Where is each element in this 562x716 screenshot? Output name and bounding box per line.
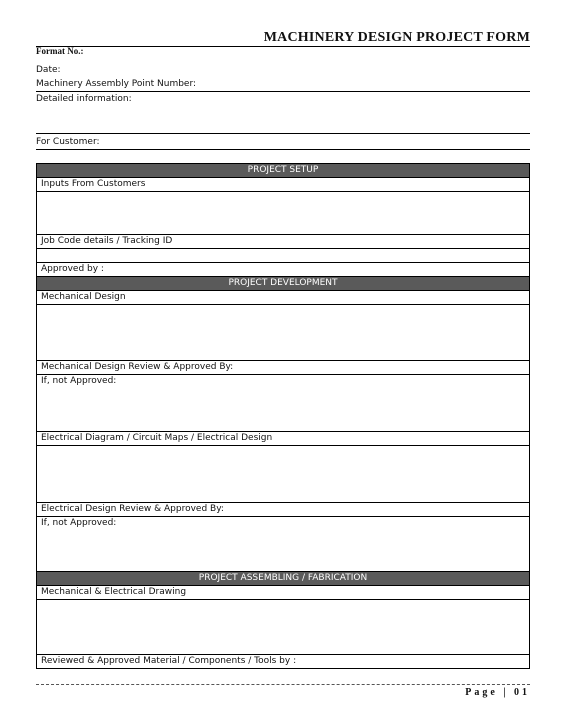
- setup-header-cell: PROJECT SETUP: [37, 164, 530, 178]
- mechanical-design-field[interactable]: [37, 305, 530, 361]
- inputs-from-customers-label: Inputs From Customers: [37, 178, 530, 192]
- customer-label: For Customer:: [36, 137, 100, 147]
- development-header-cell: PROJECT DEVELOPMENT: [37, 277, 530, 291]
- electrical-not-approved-field[interactable]: [37, 517, 530, 572]
- format-number-label: Format No.:: [36, 46, 84, 56]
- electrical-not-approved-label: If, not Approved:: [41, 518, 117, 528]
- electrical-design-field[interactable]: [37, 446, 530, 503]
- footer-divider: [36, 684, 530, 685]
- section-header-development: [37, 277, 530, 291]
- assembly-point-label: Machinery Assembly Point Number:: [36, 79, 197, 89]
- assembly-point-line: [36, 91, 530, 92]
- project-form-table: [36, 163, 530, 669]
- section-header-assembling: [37, 572, 530, 586]
- drawing-label: Mechanical & Electrical Drawing: [37, 586, 530, 600]
- page-number: Page | 01: [465, 687, 530, 698]
- detailed-information-label: Detailed information:: [36, 94, 132, 104]
- detailed-information-line: [36, 133, 530, 134]
- electrical-review-label: Electrical Design Review & Approved By:: [37, 503, 530, 517]
- electrical-design-label: Electrical Diagram / Circuit Maps / Electrical Design: [37, 432, 530, 446]
- date-label: Date:: [36, 65, 61, 75]
- assembling-header-cell: PROJECT ASSEMBLING / FABRICATION: [37, 572, 530, 586]
- mechanical-not-approved-label: If, not Approved:: [41, 376, 117, 386]
- mechanical-review-label: Mechanical Design Review & Approved By:: [37, 361, 530, 375]
- drawing-field[interactable]: [37, 600, 530, 655]
- inputs-from-customers-field[interactable]: [37, 192, 530, 235]
- title-divider: [36, 46, 530, 47]
- reviewed-material-label: Reviewed & Approved Material / Components / Tools by :: [37, 655, 530, 669]
- setup-approved-by-label: Approved by :: [37, 263, 530, 277]
- customer-line: [36, 149, 530, 150]
- job-code-field[interactable]: [37, 249, 530, 263]
- mechanical-design-label: Mechanical Design: [37, 291, 530, 305]
- form-title: MACHINERY DESIGN PROJECT FORM: [263, 30, 530, 45]
- mechanical-not-approved-field[interactable]: [37, 375, 530, 432]
- section-header-setup: [37, 164, 530, 178]
- job-code-label: Job Code details / Tracking ID: [37, 235, 530, 249]
